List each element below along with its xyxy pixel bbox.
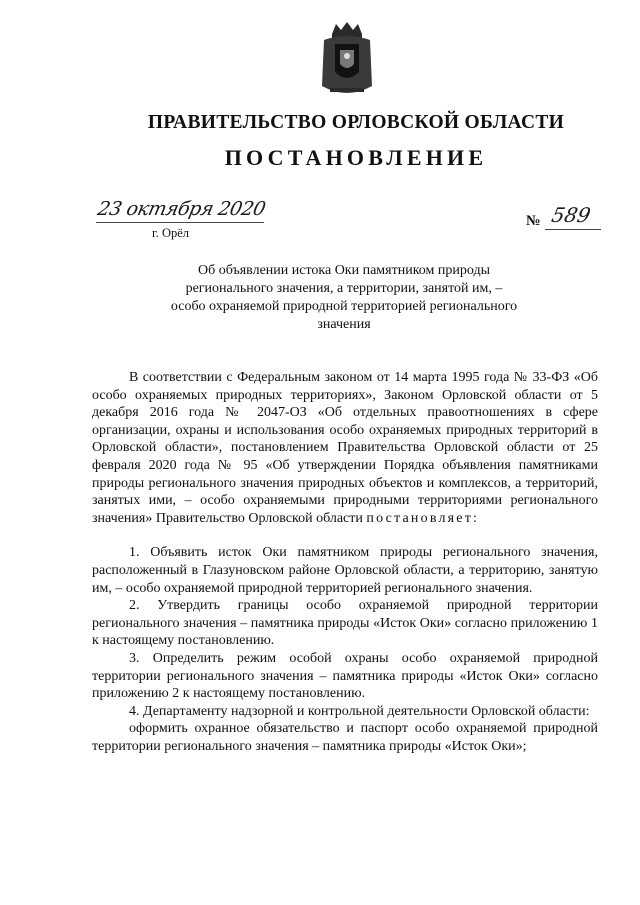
handwritten-number: 589	[549, 203, 593, 227]
number-label: №	[526, 213, 541, 229]
list-item: 4. Департаменту надзорной и контрольной деятельности Орловской области:	[129, 703, 590, 719]
handwritten-date: 23 октября 2020	[95, 198, 268, 220]
city-label: г. Орёл	[152, 226, 190, 240]
date-underline	[96, 222, 264, 223]
list-item: 2. Утвердить границы особо охраняемой природной территории регионального значения – памятника природы «Исток Оки» согласно приложению 1 к настоящему постановлению.	[92, 598, 598, 649]
preamble-paragraph	[92, 369, 598, 527]
document-type: ПОСТАНОВЛЕНИЕ	[224, 145, 488, 170]
document-subject: Об объявлении истока Оки памятником природы регионального значения, а территории, занятой им, – особо охраняемой природной территорией регионального значения	[170, 263, 518, 332]
list-item: 1. Объявить исток Оки памятником природы регионального значения, расположенный в Глазуновском районе Орловской области, а территорию, занятую им, – особо охраняемой природной территорией регионального значения.	[92, 545, 598, 596]
coat-of-arms-icon	[318, 20, 376, 100]
number-underline	[545, 229, 601, 230]
list-item: 3. Определить режим особой охраны особо охраняемой природной территории регионального значения – памятника природы «Исток Оки» согласно приложению 2 к настоящему постановлению.	[92, 650, 598, 702]
document-body	[92, 369, 598, 755]
preamble-text: В соответствии с Федеральным законом от 14 марта 1995 года № 33-ФЗ «Об особо охраняемых природных территориях», Законом Орловской области от 5 декабря 2016 года № 2047-ОЗ «Об отдельных правоотношениях в сфере организации, охраны и использования особо охраняемых природных территорий в Орловской области», постановлением Правительства Орловской области от 25 февраля 2020 года № 95 «Об утверждении Порядка объявления памятниками природы регионального значения природных объектов и комплексов, а территорий, занятых ими, – особо охраняемыми природными территориями регионального значения» Правительство Орловской области	[92, 370, 598, 526]
list-item: оформить охранное обязательство и паспорт особо охраняемой природной территории регионального значения – памятника природы «Исток Оки»;	[92, 721, 598, 754]
preamble-verb: постановляет:	[366, 510, 480, 526]
government-title: ПРАВИТЕЛЬСТВО ОРЛОВСКОЙ ОБЛАСТИ	[147, 112, 565, 133]
